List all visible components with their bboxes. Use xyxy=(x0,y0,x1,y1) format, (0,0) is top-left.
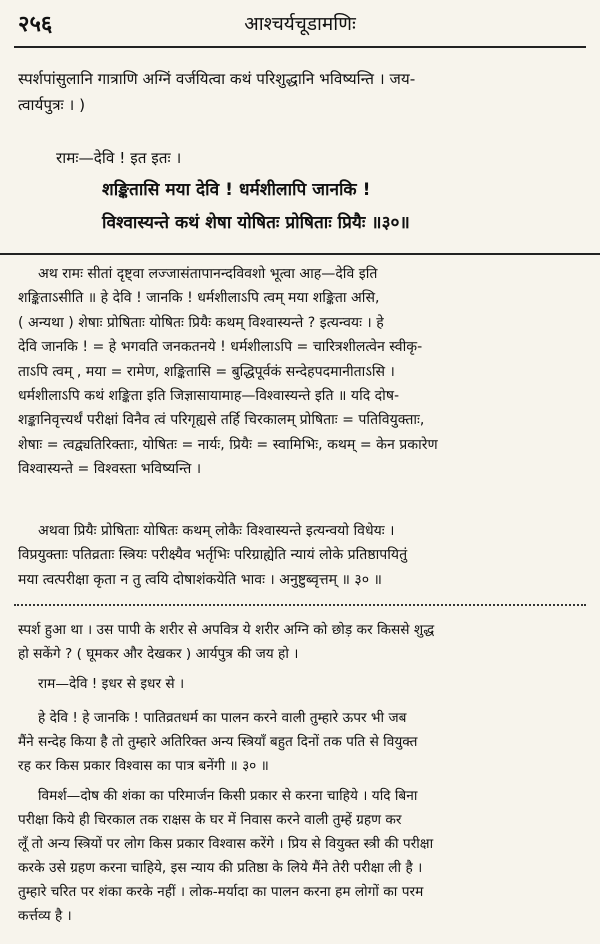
hindi-line: मैंने सन्देह किया है तो तुम्हारे अतिरिक्त अन्य स्त्रियाँ बहुत दिनों तक पति से वियुक्त xyxy=(18,734,418,750)
commentary-line: ( अन्यथा ) शेषाः प्रोषिताः योषितः प्रियैः कथम् विश्वास्यन्ते ? इत्यन्वयः । हे xyxy=(18,314,384,331)
section-divider xyxy=(0,253,600,255)
sanskrit-prose xyxy=(18,66,584,118)
hindi-line: विमर्श—दोष की शंका का परिमार्जन किसी प्रकार से करना चाहिये । यदि बिना xyxy=(38,788,418,804)
commentary-line: देवि जानकि ! = हे भगवति जनकतनये ! धर्मशीलाऽपि = चारित्रशीलत्वेन स्वीकृ- xyxy=(18,339,423,356)
hindi-line: रह कर किस प्रकार विश्वास का पात्र बनेंगी ॥ ३० ॥ xyxy=(18,758,269,774)
hindi-line: करके उसे ग्रहण करना चाहिये, इस न्याय की प्रतिष्ठा के लिये मैंने तेरी परीक्षा ली है । xyxy=(18,860,423,876)
commentary-line: विश्वास्यन्ते = विश्वस्ता भविष्यन्ति । xyxy=(18,461,202,478)
hindi-line: तुम्हारे चरित पर शंका करके नहीं । लोक-मर्यादा का पालन करना हम लोगों का परम xyxy=(18,884,424,900)
hindi-line: स्पर्श हुआ था । उस पापी के शरीर से अपवित्र ये शरीर अग्नि को छोड़ कर किससे शुद्ध xyxy=(18,622,435,638)
commentary-paragraph-1 xyxy=(18,262,584,482)
verse-line: विश्वास्यन्ते कथं शेषा योषितः प्रोषिताः प्रियैः ॥३०॥ xyxy=(102,213,410,233)
header-rule xyxy=(14,46,586,48)
page-number: २५६ xyxy=(18,12,53,37)
hindi-line: परीक्षा किये ही चिरकाल तक राक्षस के घर में निवास करने वाली तुम्हें ग्रहण कर xyxy=(18,812,402,828)
commentary-line: धर्मशीलाऽपि कथं शङ्किता इति जिज्ञासायामाह—विश्वास्यन्ते इति ॥ यदि दोष- xyxy=(18,388,400,405)
speaker-line: राम—देवि ! इधर से इधर से । xyxy=(38,676,185,692)
commentary-line: शङ्किताऽसीति ॥ हे देवि ! जानकि ! धर्मशीलाऽपि त्वम् मया शङ्किता असि, xyxy=(18,290,380,307)
verse-line: शङ्कितासि मया देवि ! धर्मशीलापि जानकि ! xyxy=(102,180,371,200)
text-line: त्वार्यपुत्रः । ) xyxy=(18,96,86,114)
commentary-paragraph-2 xyxy=(18,519,584,592)
vimarsh-paragraph xyxy=(18,784,584,928)
hindi-prose xyxy=(18,618,584,666)
speaker-line: रामः—देवि ! इत इतः । xyxy=(56,149,182,167)
hindi-line: लूँ तो अन्य स्त्रियों पर लोग किस प्रकार विश्वास करेंगे । प्रिय से वियुक्त स्त्री की परीक्षा xyxy=(18,836,434,852)
text-line: स्पर्शपांसुलानि गात्राणि अग्निं वर्जयित्वा कथं परिशुद्धानि भविष्यन्ति । जय- xyxy=(18,70,416,88)
hindi-line: कर्त्तव्य है । xyxy=(18,908,72,924)
commentary-line: शेषाः = त्वद्व्यतिरिक्ताः, योषितः = नार्यः, प्रियैः = स्वामिभिः, कथम् = केन प्रकारेण xyxy=(18,436,438,453)
commentary-line: शङ्कानिवृत्त्यर्थं परीक्षां विनैव त्वं परिगृह्यसे तर्हि चिरकालम् प्रोषिताः = पतिवियुक्ताः, xyxy=(18,412,425,429)
page-header xyxy=(0,8,600,44)
hindi-speaker-line xyxy=(18,672,584,696)
footnote-divider xyxy=(14,604,586,606)
hindi-verse-translation xyxy=(18,706,584,778)
commentary-line: अथवा प्रियैः प्रोषिताः योषितः कथम् लोकैः विश्वास्यन्ते इत्यन्वयो विधेयः । xyxy=(38,523,395,539)
hindi-line: हे देवि ! हे जानकि ! पातिव्रतधर्म का पालन करने वाली तुम्हारे ऊपर भी जब xyxy=(38,710,407,726)
commentary-line: अथ रामः सीतां दृष्ट्वा लज्जासंतापानन्दविवशो भूत्वा आह—देवि इति xyxy=(38,266,378,282)
sanskrit-speaker-line xyxy=(18,145,584,171)
hindi-line: हो सकेंगे ? ( घूमकर और देखकर ) आर्यपुत्र की जय हो । xyxy=(18,646,299,662)
commentary-line: विप्रयुक्ताः पतिव्रताः स्त्रियः परीक्ष्यैव भर्तृभिः परिग्राह्येति न्यायं लोके प्रतिष्ठापयितुं xyxy=(18,547,408,564)
commentary-line: मया त्वत्परीक्षा कृता न तु त्वयि दोषाशंकयेति भावः । अनुष्टुब्वृत्तम् ॥ ३० ॥ xyxy=(18,571,383,588)
verse-30 xyxy=(18,174,584,240)
commentary-line: ताऽपि त्वम् , मया = रामेण, शङ्कितासि = बुद्धिपूर्वकं सन्देहपदमानीताऽसि । xyxy=(18,363,395,380)
running-title: आश्चर्यचूडामणिः xyxy=(244,13,356,35)
